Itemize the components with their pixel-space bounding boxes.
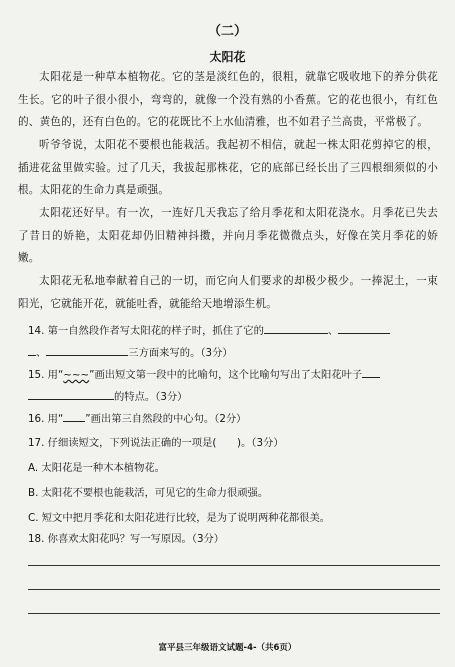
question-16-text: 16. 用“: [28, 413, 64, 425]
question-15-text-end: 的特点。（3分）: [114, 391, 188, 403]
option-a: A. 太阳花是一种木本植物花。: [28, 462, 165, 474]
question-14-text: 14. 第一自然段作者写太阳花的样子时，抓住了它的: [28, 325, 264, 337]
question-14: [28, 320, 440, 364]
answer-line-3[interactable]: [28, 613, 440, 614]
page-footer: 富平县三年级语文试题-4-（共6页）: [158, 643, 297, 653]
answer-line-1[interactable]: [28, 565, 440, 566]
paragraph-1: 太阳花是一种草本植物花。它的茎是淡红色的，很粗，就靠它吸收地下的养分供花生长。它的叶子很小很小，弯弯的，就像一个没有熟的小香蕉。它的花也很小，有红色的、黄色的，还有白色的。它的花既比不上水仙清雅，也不如君子兰高贵，平常极了。: [18, 71, 438, 128]
question-17-text: 17. 仔细读短文，下列说法正确的一项是( )。（3分）: [28, 437, 284, 449]
section-title: （二）: [207, 24, 247, 39]
question-14-text-end: 三方面来写的。（3分）: [128, 347, 233, 359]
q14-separator: 、: [327, 325, 339, 337]
wavy-line-mark: ~~~: [63, 369, 90, 381]
paragraph-3: 太阳花还好早。有一次，一连好几天我忘了给月季花和太阳花浇水。月季花已失去了昔日的娇艳，太阳花却仍旧精神抖擞，并向月季花微微点头，好像在笑月季花的娇嫩。: [18, 207, 438, 264]
q14-blank-3[interactable]: [46, 343, 128, 356]
essay-title: 太阳花: [209, 50, 246, 64]
question-15-text-mid: ”画出短文第一段中的比喻句，这个比喻句写出了太阳花叶子: [89, 369, 363, 381]
straight-line-mark: [63, 409, 85, 422]
q15-blank[interactable]: [362, 365, 380, 378]
question-15-text: 15. 用“: [28, 369, 64, 381]
question-18: [28, 528, 440, 550]
q14-blank-2-cont[interactable]: [28, 343, 36, 356]
option-c: C. 短文中把月季花和太阳花进行比较，是为了说明两种花都很美。: [28, 512, 331, 524]
question-16-text-end: ”画出第三自然段的中心句。（2分）: [85, 413, 247, 425]
paragraph-2: 听爷爷说，太阳花不要根也能栽活。我起初不相信，就起一株太阳花剪掉它的根，插进花盆里做实验。过了几天，我拔起那株花，它的底部已经长出了三四根细须似的小根。太阳花的生命力真是顽强。: [18, 139, 438, 196]
q15-blank-cont[interactable]: [28, 387, 114, 400]
question-15: [28, 364, 440, 408]
q14-separator-2: 、: [36, 347, 47, 359]
answer-line-2[interactable]: [28, 589, 440, 590]
paragraph-4: 太阳花无私地奉献着自己的一切，而它向人们要求的却极少极少。一捧泥土，一束阳光，它就能开花，就能吐香，就能给天地增添生机。: [18, 275, 438, 310]
option-b: B. 太阳花不要根也能栽活，可见它的生命力很顽强。: [28, 487, 269, 499]
question-16: [28, 408, 440, 430]
q14-blank-2[interactable]: [338, 321, 390, 334]
question-17: [28, 432, 440, 529]
question-18-text: 18. 你喜欢太阳花吗？写一写原因。（3分）: [28, 533, 225, 545]
q14-blank-1[interactable]: [264, 321, 328, 334]
